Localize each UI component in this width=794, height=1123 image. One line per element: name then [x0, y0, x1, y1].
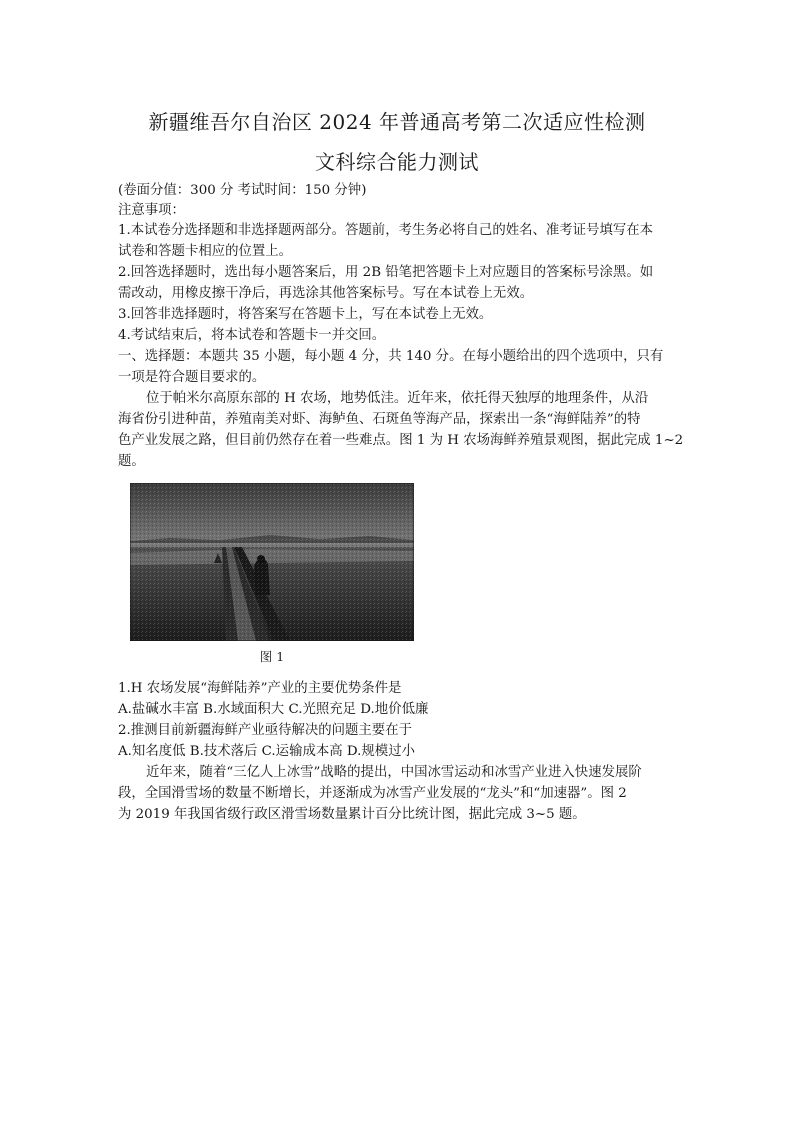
question-options: A.知名度低 B.技术落后 C.运输成本高 D.规模过小 [118, 744, 415, 759]
passage-line: 海省份引进种苗，养殖南美对虾、海鲈鱼、石斑鱼等海产品，探索出一条“海鲜陆养”的特 [118, 412, 641, 427]
figure-caption: 图 1 [259, 649, 285, 664]
exam-info: (卷面分值：300 分 考试时间：150 分钟) [118, 183, 367, 198]
question-options: A.盐碱水丰富 B.水域面积大 C.光照充足 D.地价低廉 [118, 702, 429, 717]
instruction-line: 2.回答选择题时，选出每小题答案后，用 2B 铅笔把答题卡上对应题目的答案标号涂黑。如 [118, 265, 654, 280]
passage-line: 为 2019 年我国省级行政区滑雪场数量累计百分比统计图，据此完成 3~5 题。 [118, 807, 586, 822]
instruction-line: 4.考试结束后，将本试卷和答题卡一并交回。 [118, 328, 386, 343]
instruction-line: 需改动，用橡皮擦干净后，再选涂其他答案标号。写在本试卷上无效。 [118, 286, 534, 301]
section-heading: 一、选择题：本题共 35 小题，每小题 4 分，共 140 分。在每小题给出的四个选项中，只有 [118, 349, 664, 364]
instruction-line: 试卷和答题卡相应的位置上。 [118, 244, 293, 259]
passage-line: 段，全国滑雪场的数量不断增长，并逐渐成为冰雪产业发展的“龙头”和“加速器”。图 2 [118, 786, 627, 801]
exam-subtitle: 文科综合能力测试 [315, 150, 479, 174]
passage-line: 色产业发展之路，但目前仍然存在着一些难点。图 1 为 H 农场海鲜养殖景观图，据此完成 1~2 [118, 433, 684, 448]
instruction-line: 1.本试卷分选择题和非选择题两部分。答题前，考生务必将自己的姓名、准考证号填写在本 [118, 223, 654, 238]
section-heading: 一项是符合题目要求的。 [118, 370, 266, 385]
exam-title: 新疆维吾尔自治区 2024 年普通高考第二次适应性检测 [148, 110, 646, 134]
passage-line: 位于帕米尔高原东部的 H 农场，地势低洼。近年来，依托得天独厚的地理条件，从沿 [146, 391, 649, 406]
notice-heading: 注意事项： [118, 203, 185, 218]
passage-line: 近年来，随着“三亿人上冰雪”战略的提出，中国冰雪运动和冰雪产业进入快速发展阶 [146, 765, 642, 780]
question-stem: 2.推测目前新疆海鲜产业亟待解决的问题主要在于 [118, 723, 412, 738]
question-stem: 1.H 农场发展“海鲜陆养”产业的主要优势条件是 [118, 681, 402, 696]
farm-landscape-photo [130, 483, 414, 641]
instruction-line: 3.回答非选择题时，将答案写在答题卡上，写在本试卷上无效。 [118, 307, 493, 322]
passage-line: 题。 [118, 454, 145, 469]
